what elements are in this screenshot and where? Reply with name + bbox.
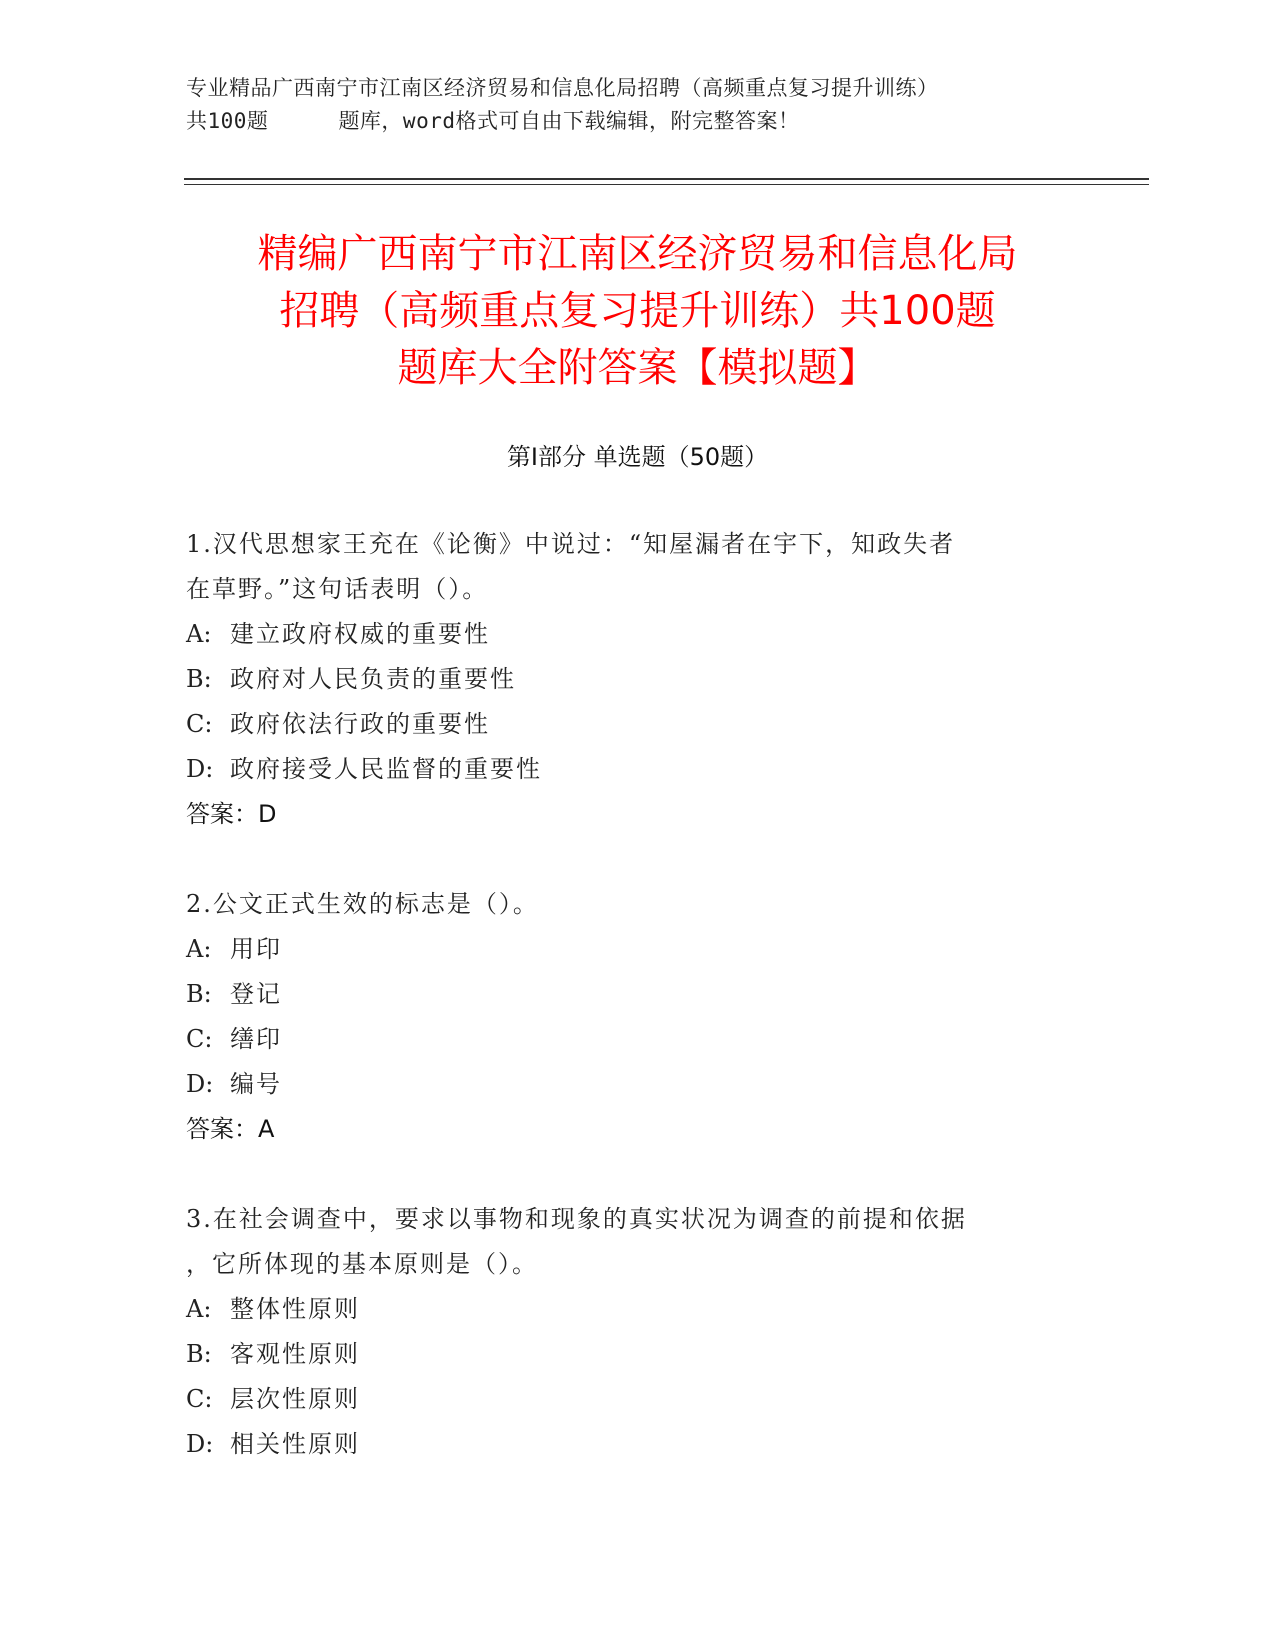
- option-key: C:: [186, 1025, 213, 1053]
- option-text: 政府对人民负责的重要性: [230, 665, 516, 693]
- question-2: [186, 882, 1056, 1152]
- option-text: 客观性原则: [230, 1340, 360, 1368]
- header-note-line2: [186, 105, 1086, 138]
- option-d: [186, 1062, 1056, 1107]
- answer: 答案：D: [186, 800, 277, 828]
- option-d: [186, 747, 1056, 792]
- option-a: [186, 612, 1056, 657]
- document-title: [150, 226, 1125, 397]
- document-header-note: [186, 72, 1086, 138]
- question-stem: 2.公文正式生效的标志是（）。: [186, 890, 539, 918]
- option-text: 用印: [230, 935, 282, 963]
- question-stem-cont: ，它所体现的基本原则是（）。: [186, 1250, 538, 1278]
- header-note-desc: 题库，word格式可自由下载编辑，附完整答案！: [338, 109, 800, 133]
- option-text: 政府接受人民监督的重要性: [230, 755, 542, 783]
- answer: 答案：A: [186, 1115, 275, 1143]
- option-a: [186, 1287, 1056, 1332]
- option-key: A:: [186, 1295, 212, 1323]
- option-key: A:: [186, 620, 212, 648]
- option-text: 相关性原则: [230, 1430, 360, 1458]
- question-3: [186, 1197, 1056, 1467]
- header-note-line1: 专业精品广西南宁市江南区经济贸易和信息化局招聘（高频重点复习提升训练）: [186, 76, 939, 100]
- option-text: 建立政府权威的重要性: [230, 620, 490, 648]
- question-stem: 1.汉代思想家王充在《论衡》中说过：“知屋漏者在宇下，知政失者: [186, 530, 956, 558]
- question-stem-cont: 在草野。”这句话表明（）。: [186, 575, 489, 603]
- header-divider-thin: [184, 184, 1149, 185]
- option-text: 层次性原则: [230, 1385, 360, 1413]
- title-line-2: 招聘（高频重点复习提升训练）共100题: [279, 288, 996, 334]
- question-1: [186, 522, 1056, 837]
- option-key: D:: [186, 1070, 214, 1098]
- option-key: D:: [186, 1430, 214, 1458]
- option-text: 缮印: [230, 1025, 282, 1053]
- header-divider-thick: [184, 178, 1149, 180]
- option-d: [186, 1422, 1056, 1467]
- option-b: [186, 1332, 1056, 1377]
- question-stem: 3.在社会调查中，要求以事物和现象的真实状况为调查的前提和依据: [186, 1205, 967, 1233]
- header-note-count: 共100题: [186, 109, 269, 133]
- option-key: B:: [186, 980, 212, 1008]
- option-b: [186, 972, 1056, 1017]
- option-c: [186, 1017, 1056, 1062]
- option-text: 整体性原则: [230, 1295, 360, 1323]
- option-key: B:: [186, 665, 212, 693]
- option-text: 政府依法行政的重要性: [230, 710, 490, 738]
- option-key: C:: [186, 1385, 213, 1413]
- option-text: 登记: [230, 980, 282, 1008]
- title-line-1: 精编广西南宁市江南区经济贸易和信息化局: [257, 231, 1018, 277]
- option-key: C:: [186, 710, 213, 738]
- option-key: B:: [186, 1340, 212, 1368]
- option-key: D:: [186, 755, 214, 783]
- title-line-3: 题库大全附答案【模拟题】: [397, 345, 878, 391]
- section-title: 第Ⅰ部分 单选题（50题）: [506, 443, 769, 471]
- option-key: A:: [186, 935, 212, 963]
- option-b: [186, 657, 1056, 702]
- question-list: [186, 522, 1056, 1512]
- option-c: [186, 1377, 1056, 1422]
- option-text: 编号: [230, 1070, 282, 1098]
- option-c: [186, 702, 1056, 747]
- option-a: [186, 927, 1056, 972]
